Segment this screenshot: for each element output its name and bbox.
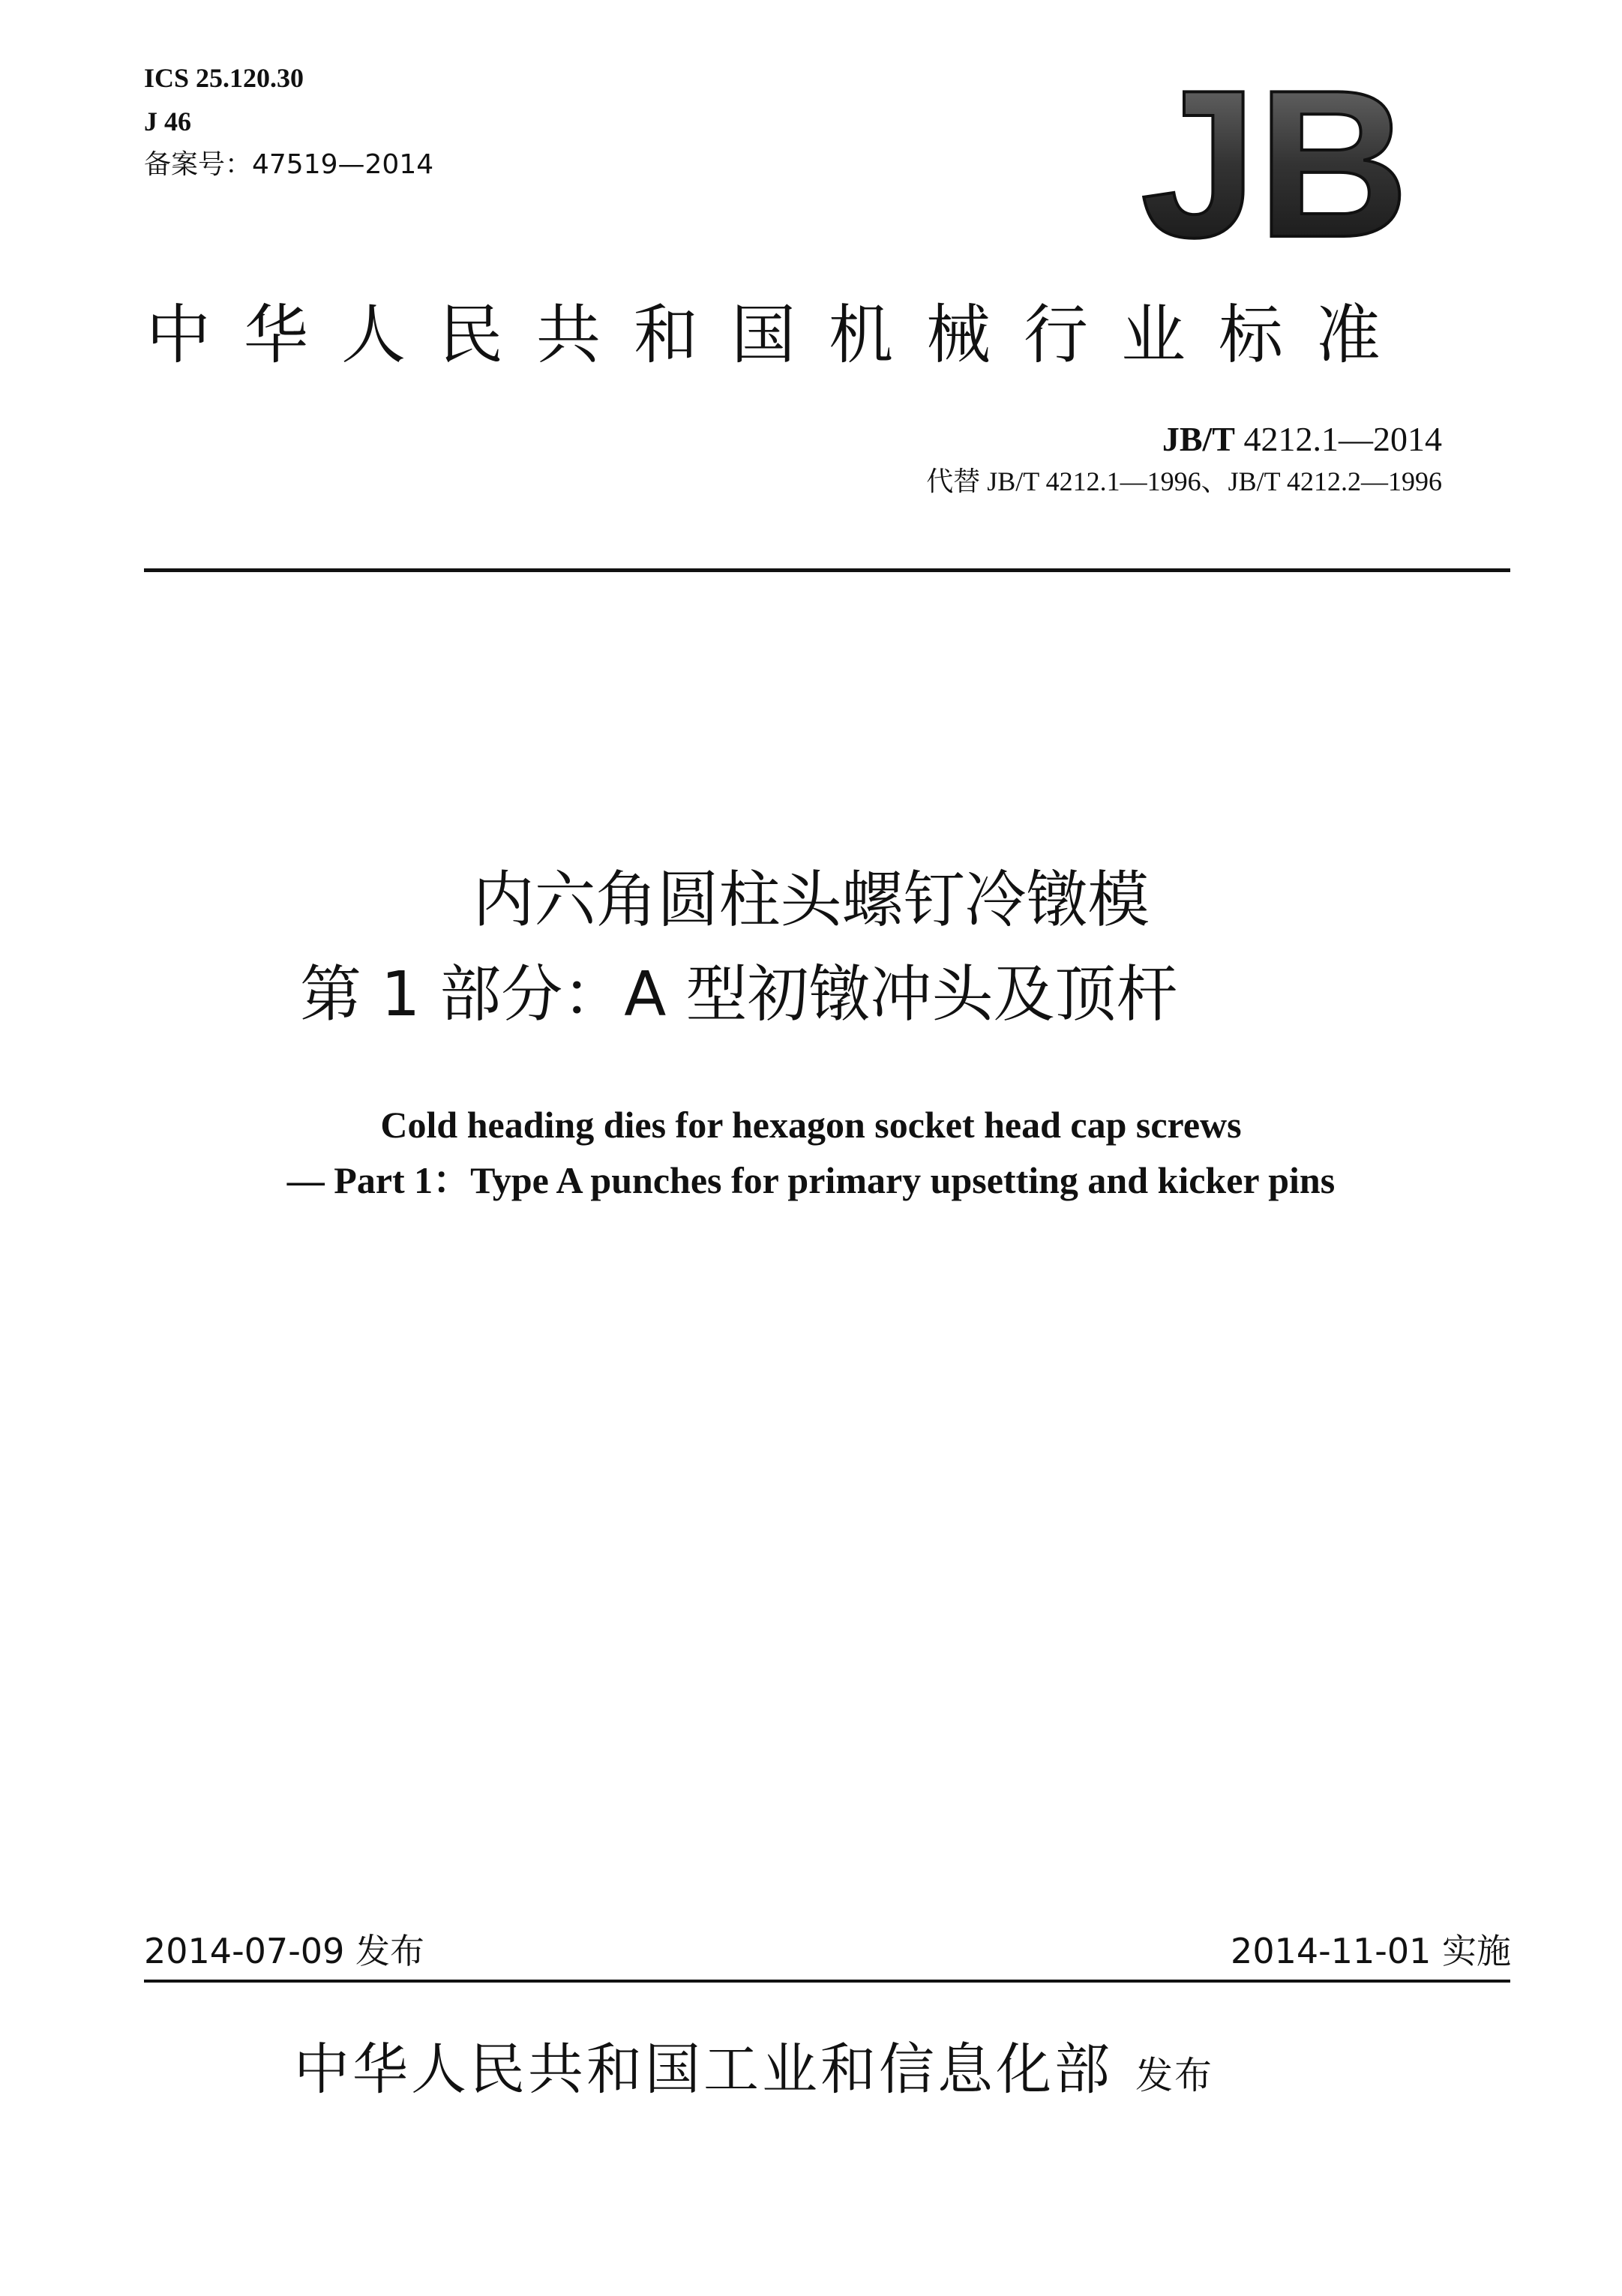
class-code: J 46 — [144, 106, 191, 136]
publish-date: 2014-07-09 发布 — [144, 1931, 424, 1971]
en-title-line1: Cold heading dies for hexagon socket head cap screws — [380, 1104, 1242, 1146]
ics-code: ICS 25.120.30 — [144, 63, 304, 93]
cn-title-line1: 内六角圆柱头螺钉冷镦模 — [472, 865, 1150, 936]
record-number: 备案号：47519—2014 — [144, 149, 434, 180]
publisher-suffix: 发布 — [1135, 2054, 1213, 2097]
bottom-divider — [144, 1980, 1510, 1983]
cn-title-line2: 第 1 部分：A 型初镦冲头及顶杆 — [300, 959, 1178, 1030]
publisher-line — [294, 2032, 1213, 2113]
standard-code: JB/T 4212.1—2014 — [1162, 420, 1442, 458]
effective-date: 2014-11-01 实施 — [1231, 1931, 1511, 1971]
en-title-line2: — Part 1：Type A punches for primary upsetting and kicker pins — [286, 1159, 1336, 1201]
standard-type-title: 中华人民共和国机械行业标准 — [146, 298, 1414, 373]
standard-code-block — [926, 417, 1442, 501]
publisher-name: 中华人民共和国工业和信息化部 — [294, 2037, 1113, 2102]
jb-logo-text: JB — [1141, 82, 1409, 255]
replaces-note: 代替 JB/T 4212.1—1996、JB/T 4212.2—1996 — [926, 466, 1442, 496]
jb-logo — [1117, 82, 1432, 255]
top-divider — [144, 568, 1510, 572]
